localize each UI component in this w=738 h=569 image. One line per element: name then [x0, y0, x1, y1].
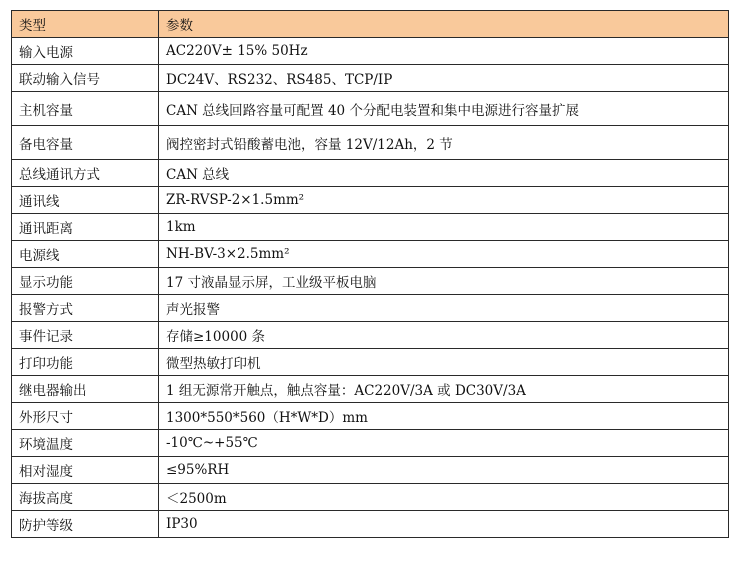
table-row — [12, 241, 729, 268]
row-value: 1300*550*560（H*W*D）mm — [159, 403, 729, 430]
row-key: 显示功能 — [12, 268, 159, 295]
table-row — [12, 92, 729, 126]
row-key: 报警方式 — [12, 295, 159, 322]
row-key: 主机容量 — [12, 92, 159, 126]
row-value: DC24V、RS232、RS485、TCP/IP — [159, 65, 729, 92]
spec-table — [11, 10, 729, 538]
row-key: 联动输入信号 — [12, 65, 159, 92]
row-value: NH-BV-3×2.5mm² — [159, 241, 729, 268]
header-type: 类型 — [12, 11, 159, 38]
table-row — [12, 403, 729, 430]
row-value: 1km — [159, 214, 729, 241]
table-header-row — [12, 11, 729, 38]
table-row — [12, 214, 729, 241]
row-key: 环境温度 — [12, 430, 159, 457]
table-row — [12, 268, 729, 295]
row-key: 相对湿度 — [12, 457, 159, 484]
row-value: CAN 总线 — [159, 160, 729, 187]
row-key: 电源线 — [12, 241, 159, 268]
row-key: 输入电源 — [12, 38, 159, 65]
row-value: AC220V± 15% 50Hz — [159, 38, 729, 65]
table-row — [12, 65, 729, 92]
row-key: 海拔高度 — [12, 484, 159, 511]
table-row — [12, 322, 729, 349]
table-row — [12, 187, 729, 214]
row-key: 事件记录 — [12, 322, 159, 349]
table-row — [12, 38, 729, 65]
row-value: ZR-RVSP-2×1.5mm² — [159, 187, 729, 214]
table-row — [12, 484, 729, 511]
row-value: ＜2500m — [159, 484, 729, 511]
row-value: 阀控密封式铅酸蓄电池，容量 12V/12Ah，2 节 — [159, 126, 729, 160]
table-row — [12, 457, 729, 484]
row-value: 17 寸液晶显示屏，工业级平板电脑 — [159, 268, 729, 295]
row-key: 总线通讯方式 — [12, 160, 159, 187]
table-row — [12, 511, 729, 538]
row-key: 打印功能 — [12, 349, 159, 376]
row-value: 存储≥10000 条 — [159, 322, 729, 349]
row-key: 继电器输出 — [12, 376, 159, 403]
table-row — [12, 349, 729, 376]
row-value: -10℃~+55℃ — [159, 430, 729, 457]
table-row — [12, 295, 729, 322]
row-key: 通讯线 — [12, 187, 159, 214]
row-value: IP30 — [159, 511, 729, 538]
row-value: CAN 总线回路容量可配置 40 个分配电装置和集中电源进行容量扩展 — [159, 92, 729, 126]
row-value: 1 组无源常开触点，触点容量：AC220V/3A 或 DC30V/3A — [159, 376, 729, 403]
row-value: ≤95%RH — [159, 457, 729, 484]
row-key: 防护等级 — [12, 511, 159, 538]
table-row — [12, 376, 729, 403]
row-value: 微型热敏打印机 — [159, 349, 729, 376]
row-key: 备电容量 — [12, 126, 159, 160]
row-key: 通讯距离 — [12, 214, 159, 241]
table-row — [12, 430, 729, 457]
row-value: 声光报警 — [159, 295, 729, 322]
header-param: 参数 — [159, 11, 729, 38]
table-row — [12, 126, 729, 160]
table-row — [12, 160, 729, 187]
row-key: 外形尺寸 — [12, 403, 159, 430]
